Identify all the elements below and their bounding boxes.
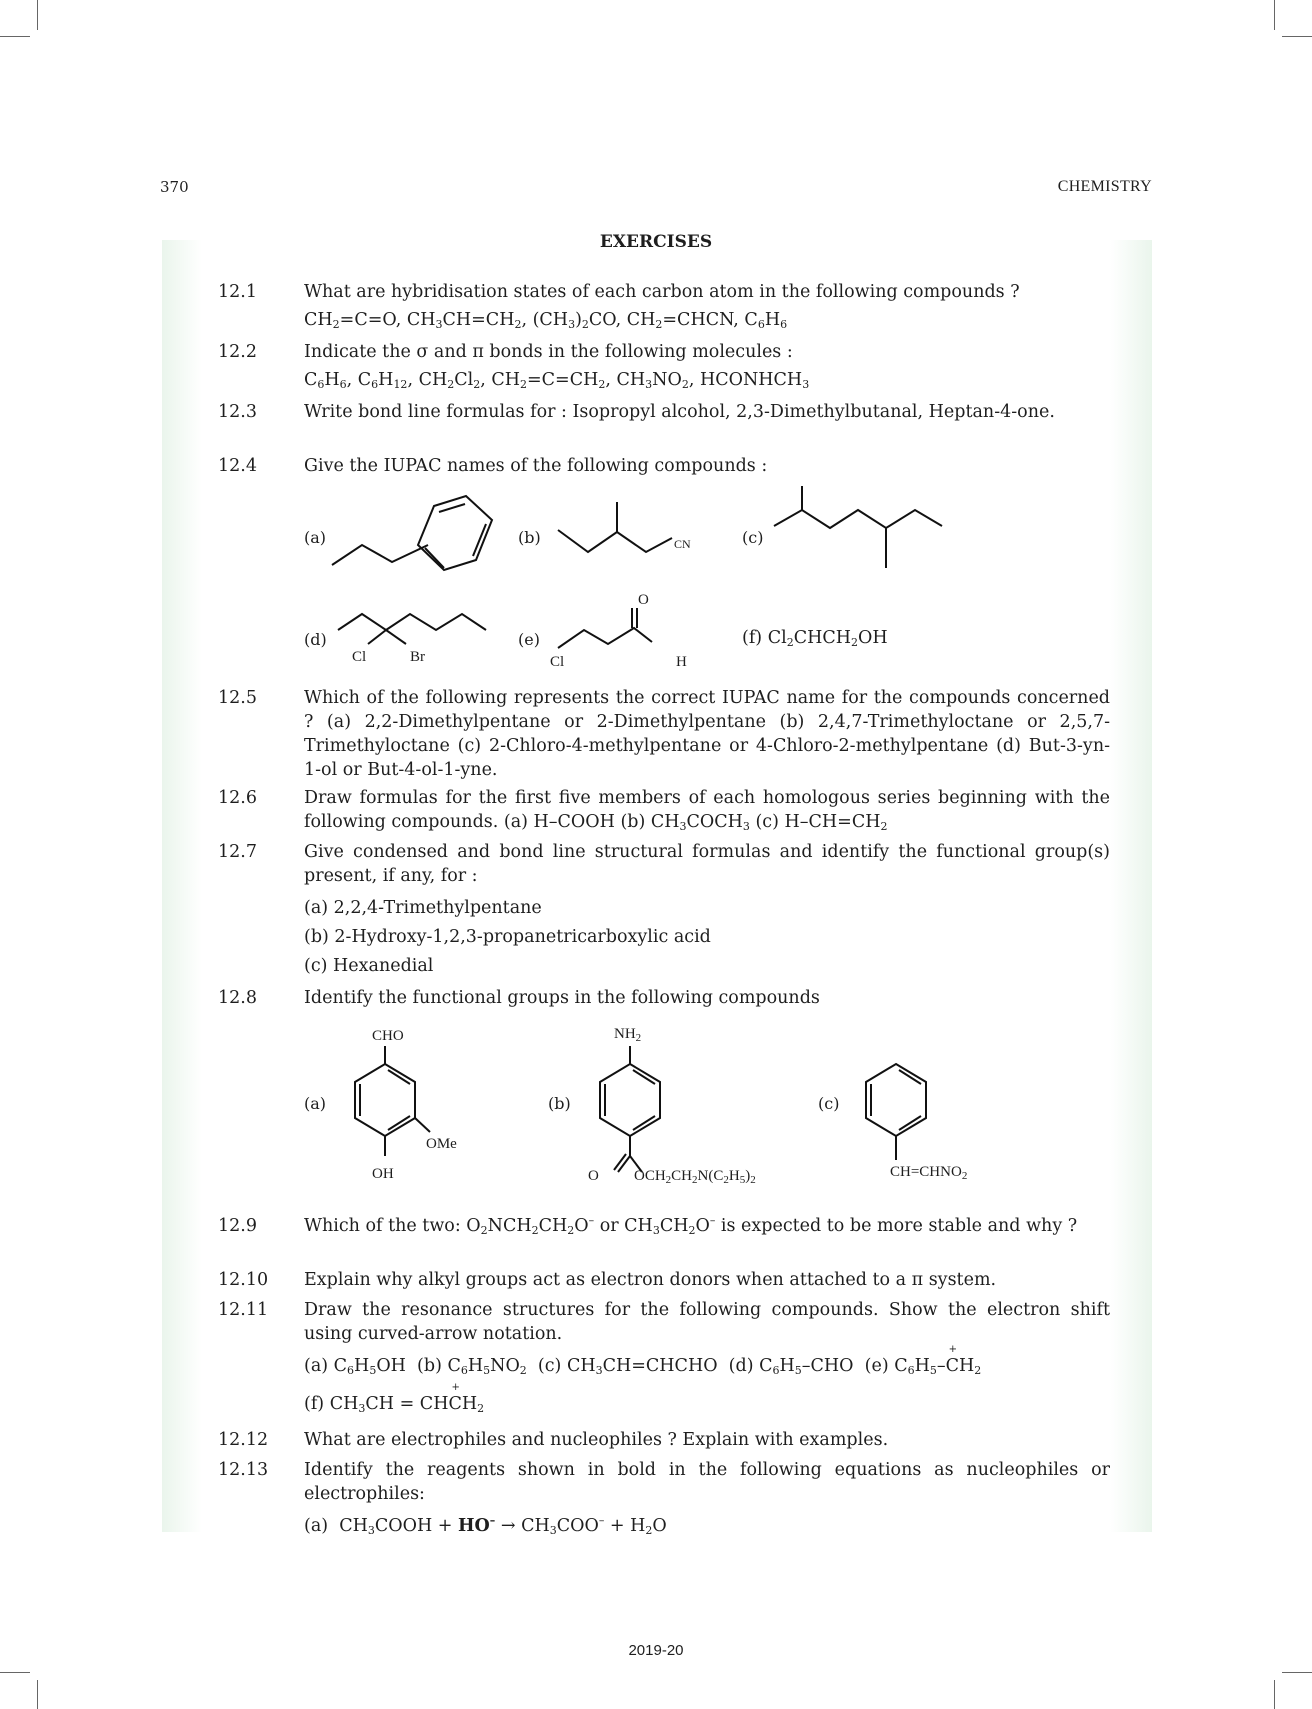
cn-label: CN <box>674 537 691 551</box>
h-label: H <box>676 654 687 670</box>
part-label: (d) <box>304 630 327 649</box>
oh-label: OH <box>372 1166 394 1182</box>
footer-year: 2019-20 <box>628 1642 684 1659</box>
br-label: Br <box>410 649 425 665</box>
part-label: (a) <box>304 528 327 547</box>
structure-c-dimethylheptane <box>770 486 950 576</box>
part-label: (e) <box>518 630 540 649</box>
question-number: 12.9 <box>218 1216 257 1236</box>
nh2-label: $NH_2$ <box>614 1026 642 1044</box>
question-number: 12.12 <box>218 1430 269 1450</box>
question-number: 12.3 <box>218 402 257 422</box>
bold-reagent: HO– <box>458 1514 496 1536</box>
section-title: EXERCISES <box>599 232 713 252</box>
resonance-line-2: (f) $CH_3CH$ = CHC + $H_2$ <box>304 1382 485 1415</box>
question-number: 12.8 <box>218 988 257 1008</box>
part-f-formula: (f) $Cl_2CHCH_2OH$ <box>742 628 888 649</box>
question-number: 12.11 <box>218 1300 269 1320</box>
question-number: 12.1 <box>218 282 257 302</box>
question-number: 12.2 <box>218 342 257 362</box>
part-label: (b) <box>548 1094 571 1113</box>
question-text: Write bond line formulas for : Isopropyl alcohol, 2,3-Dimethylbutanal, Heptan-4-one. <box>304 402 1055 422</box>
question-text: Draw formulas for the first five members of each homologous series beginning with the following compounds. (a) H–COOH (b) $CH_3COCH_3$ (c) $H-CH=CH_2$ <box>304 788 1110 833</box>
question-text: Identify the functional groups in the following compounds <box>304 988 820 1008</box>
structure-8a-ring <box>330 1046 440 1166</box>
question-number: 12.10 <box>218 1270 269 1290</box>
crop-mark <box>37 1680 38 1709</box>
crop-mark <box>1282 1672 1312 1673</box>
crop-mark <box>0 36 30 37</box>
part-label: (c) <box>742 528 764 547</box>
part-label: (a) <box>304 1094 327 1113</box>
question-text: Give condensed and bond line structural formulas and identify the functional group(s) present, if any, for : <box>304 842 1110 886</box>
cho-label: CHO <box>372 1028 404 1044</box>
question-text: Explain why alkyl groups act as electron donors when attached to a π system. <box>304 1270 997 1290</box>
ester-chain-label: $OCH_2CH_2N(C_2H_5)_2$ <box>634 1168 756 1186</box>
crop-mark <box>1274 1680 1275 1709</box>
list-item: (c) Hexanedial <box>304 956 434 976</box>
nitrovinyl-label: $CH=CHNO_2$ <box>890 1164 968 1182</box>
structure-e-aldehyde <box>550 608 690 658</box>
ester-o-label: O <box>588 1168 599 1184</box>
question-number: 12.13 <box>218 1460 269 1480</box>
crop-mark <box>37 0 38 30</box>
question-text: Identify the reagents shown in bold in the following equations as nucleophiles or electrophiles: <box>304 1460 1110 1504</box>
question-text: What are hybridisation states of each carbon atom in the following compounds ? <box>304 282 1020 302</box>
question-text: Indicate the σ and π bonds in the following molecules : <box>304 342 793 362</box>
running-header: CHEMISTRY <box>1057 178 1152 195</box>
page-number: 370 <box>160 178 189 196</box>
list-item: (a) 2,2,4-Trimethylpentane <box>304 898 542 918</box>
ome-label: OMe <box>426 1136 457 1152</box>
question-text: What are electrophiles and nucleophiles ? Explain with examples. <box>304 1430 889 1450</box>
cl-label: Cl <box>352 649 367 665</box>
crop-mark <box>1274 0 1275 30</box>
question-text: Draw the resonance structures for the following compounds. Show the electron shift using curved-arrow notation. <box>304 1300 1110 1344</box>
resonance-line-1: (a) $C_6H_5OH$ (b) $C_6H_5NO_2$ (c) $CH_3CH=CHCHO$ (d) $C_6H_5$–CHO (e) $C_6H_5-C$ + $H_2$ <box>304 1344 982 1377</box>
question-text: Give the IUPAC names of the following compounds : <box>304 456 768 476</box>
question-number: 12.4 <box>218 456 257 476</box>
question-number: 12.6 <box>218 788 257 808</box>
structure-8b-ring <box>580 1046 690 1176</box>
crop-mark <box>1282 36 1312 37</box>
cl-label: Cl <box>550 654 565 670</box>
question-text: Which of the following represents the correct IUPAC name for the compounds concerned ? (a) 2,2-Dimethylpentane or 2-Dimethylpentane (b) 2,4,7-Trimethyloctane or 2,5,7-Trimethyloctane (c) 2-Chloro-4-methylpentane or 4-Chloro-2-methylpentane (d) But-3-yn-1-ol or But-4-ol-1-yne. <box>304 688 1110 780</box>
structure-a-propylbenzene <box>320 490 500 580</box>
o-label: O <box>638 592 649 608</box>
question-number: 12.7 <box>218 842 257 862</box>
structure-b-nitrile <box>550 500 720 570</box>
formula-line: $CH_2=C=O$, $CH_3CH=CH_2$, $(CH_3)_2CO$, $CH_2=CHCN$, $C_6H_6$ <box>304 310 788 331</box>
structure-8c-ring <box>846 1060 956 1170</box>
question-number: 12.5 <box>218 688 257 708</box>
part-label: (b) <box>518 528 541 547</box>
list-item: (b) 2-Hydroxy-1,2,3-propanetricarboxylic acid <box>304 927 711 947</box>
part-label: (c) <box>818 1094 840 1113</box>
question-text: Which of the two: $O_2NCH_2CH_2O^-$ or $CH_3CH_2O^-$ is expected to be more stable and why ? <box>304 1214 1078 1237</box>
crop-mark <box>0 1672 30 1673</box>
equation-a: (a) $CH_3COOH + HO^- \to CH_3COO^- + H_2O$ <box>304 1514 667 1537</box>
formula-line: $C_6H_6$, $C_6H_{12}$, $CH_2Cl_2$, $CH_2=C=CH_2$, $CH_3NO_2$, $HCONHCH_3$ <box>304 370 810 391</box>
